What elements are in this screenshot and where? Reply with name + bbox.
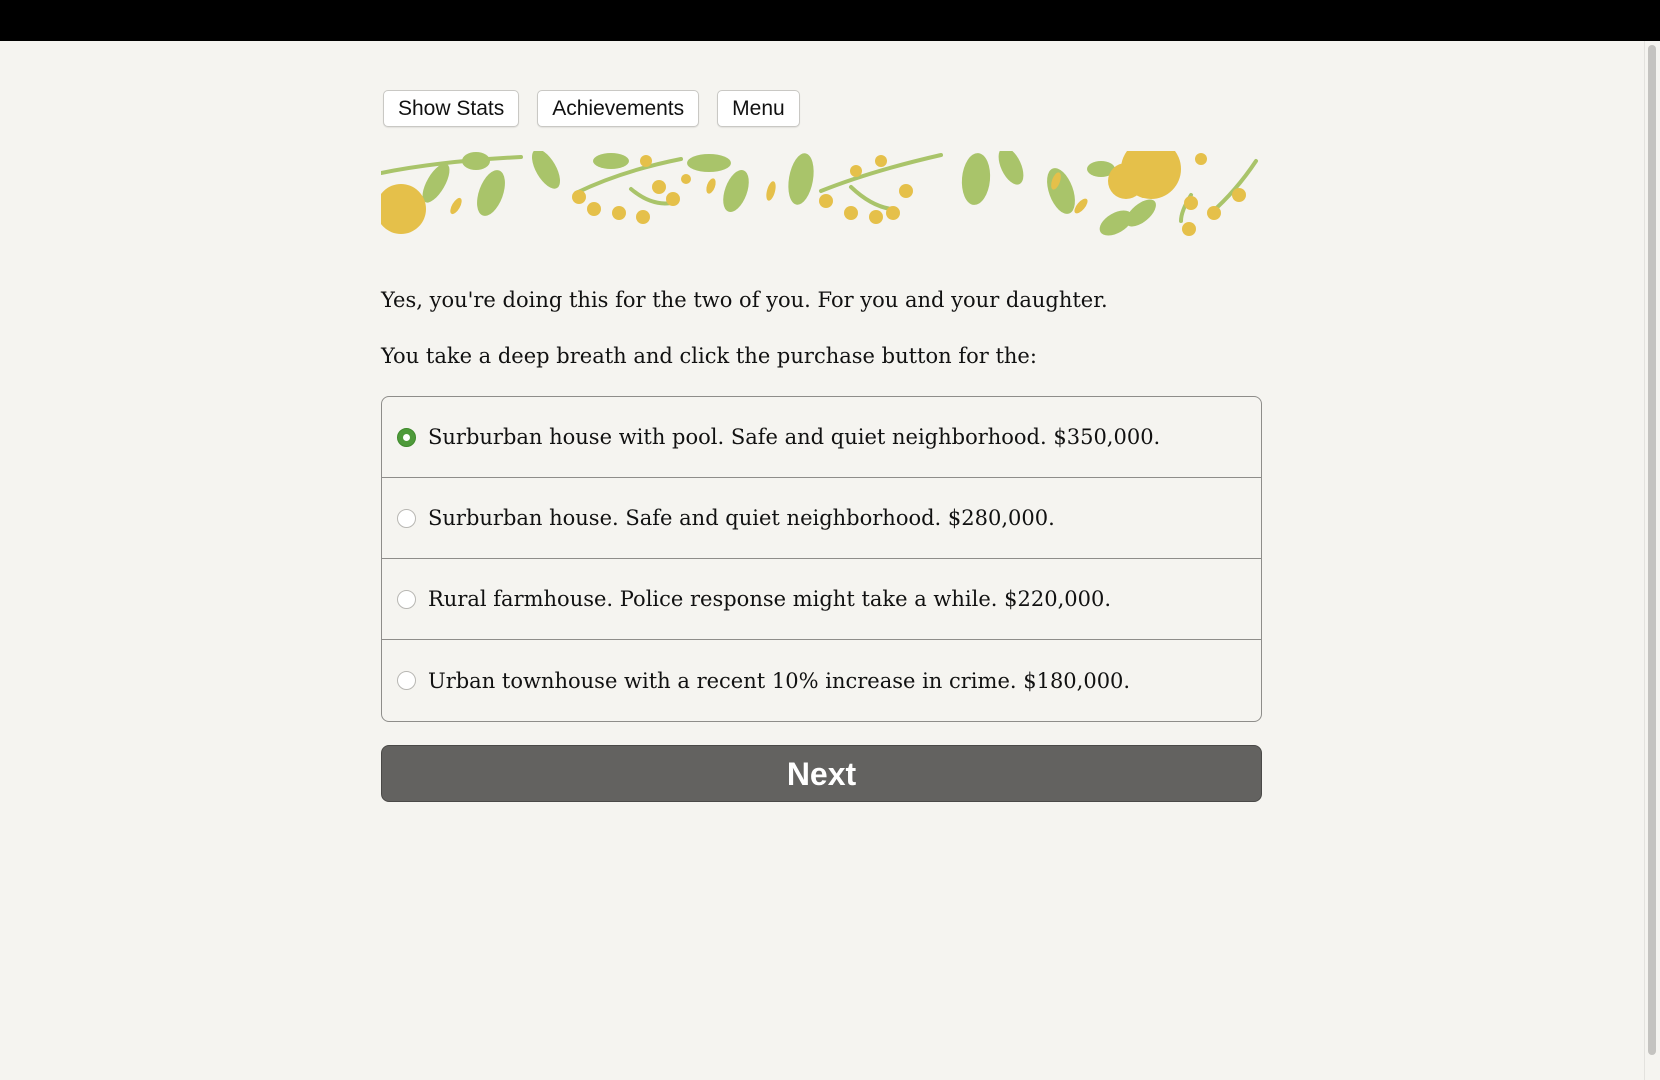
choice-label: Surburban house with pool. Safe and quiet neighborhood. $350,000. <box>428 425 1161 449</box>
story-paragraph-1: Yes, you're doing this for the two of you. For you and your daughter. <box>381 288 1108 312</box>
choice-option-4[interactable] <box>382 640 1261 721</box>
radio-button[interactable] <box>397 509 416 528</box>
achievements-button[interactable]: Achievements <box>537 90 699 127</box>
radio-button[interactable] <box>397 590 416 609</box>
next-button[interactable]: Next <box>381 745 1262 802</box>
choice-option-1[interactable] <box>382 397 1261 478</box>
leaf-banner-image <box>381 151 1262 243</box>
menu-button[interactable]: Menu <box>717 90 800 127</box>
choice-list <box>381 396 1262 722</box>
choice-label: Surburban house. Safe and quiet neighborhood. $280,000. <box>428 506 1055 530</box>
radio-button-selected[interactable] <box>397 428 416 447</box>
choice-label: Urban townhouse with a recent 10% increase in crime. $180,000. <box>428 668 1131 693</box>
radio-button[interactable] <box>397 671 416 690</box>
game-container <box>381 90 1262 802</box>
story-paragraph-2: You take a deep breath and click the purchase button for the: <box>381 344 1037 368</box>
show-stats-button[interactable]: Show Stats <box>383 90 519 127</box>
scrollbar-thumb[interactable] <box>1648 45 1656 1055</box>
choice-label: Rural farmhouse. Police response might take a while. $220,000. <box>428 587 1112 611</box>
browser-top-bar <box>0 0 1660 41</box>
top-button-bar <box>383 90 1262 126</box>
choice-option-2[interactable] <box>382 478 1261 559</box>
choice-option-3[interactable] <box>382 559 1261 640</box>
